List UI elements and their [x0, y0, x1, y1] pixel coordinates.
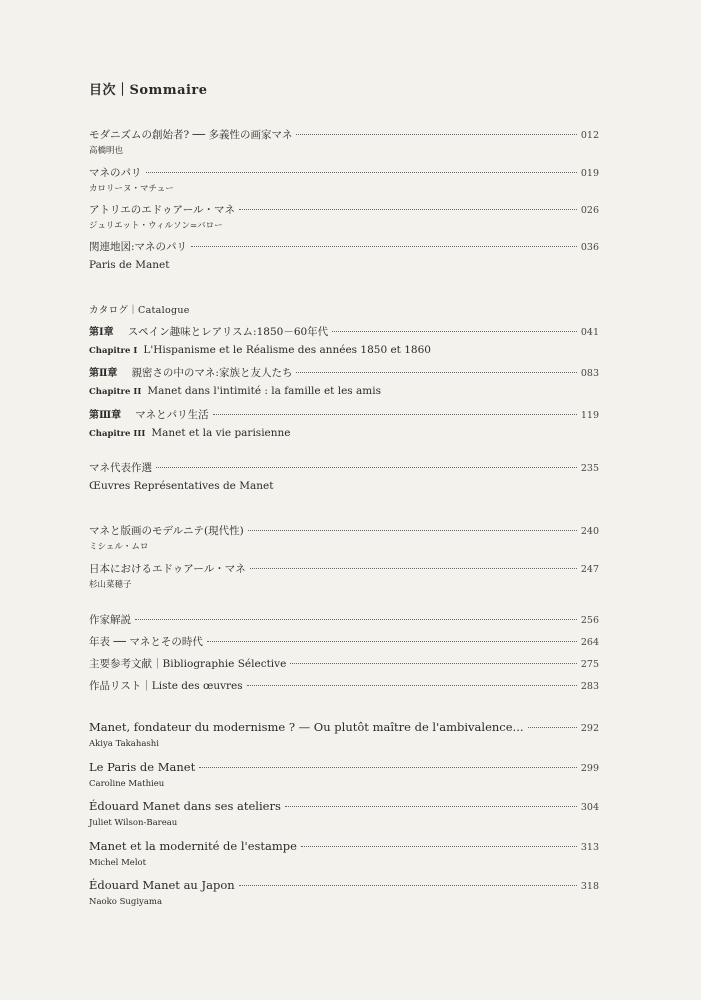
page-number: 304	[580, 802, 599, 813]
chapter-title: 親密さの中のマネ:家族と友人たち	[131, 367, 293, 379]
toc-entry	[89, 203, 599, 232]
chapter-title: スペイン趣味とレアリスム:1850－60年代	[127, 326, 329, 338]
entry-title: Manet, fondateur du modernisme ? — Ou plutôt maître de l'ambivalence...	[89, 720, 524, 734]
toc-entry	[89, 878, 599, 908]
page-number: 041	[580, 327, 599, 338]
entry-title: Le Paris de Manet	[89, 760, 196, 774]
entry-title: 作家解説	[89, 614, 131, 626]
dot-leader	[239, 885, 577, 886]
toc-entry	[89, 679, 599, 694]
dot-leader	[239, 209, 577, 210]
chapter-number: 第Ⅰ章	[89, 327, 114, 338]
dot-leader	[296, 134, 576, 135]
entry-subtitle: Œuvres Représentatives de Manet	[89, 480, 274, 492]
dot-leader	[207, 641, 577, 642]
page-number: 275	[580, 659, 599, 670]
toc-entry	[89, 128, 599, 157]
dot-leader	[290, 663, 577, 664]
chapter-title-fr: L'Hispanisme et le Réalisme des années 1850 et 1860	[143, 344, 431, 356]
chapter-label-fr: Chapitre III	[89, 429, 146, 439]
entry-title: 主要参考文献｜Bibliographie Sélective	[89, 658, 287, 670]
chapter-title-fr: Manet dans l'intimité : la famille et les amis	[147, 385, 381, 397]
entry-author: 高橋明也	[89, 146, 124, 156]
entry-author: Juliet Wilson-Bareau	[89, 818, 178, 828]
entry-title: マネのパリ	[89, 167, 142, 179]
page-number: 264	[580, 637, 599, 648]
page-number: 036	[580, 242, 599, 253]
entry-author: ミシェル・ムロ	[89, 542, 149, 552]
entry-title: モダニズムの創始者? ── 多義性の画家マネ	[89, 129, 293, 141]
page-number: 019	[580, 168, 599, 179]
toc-entry	[89, 635, 599, 650]
entry-title: 作品リスト｜Liste des œuvres	[89, 680, 243, 692]
chapter-title-fr: Manet et la vie parisienne	[151, 427, 291, 439]
chapter-number: 第Ⅲ章	[89, 410, 122, 421]
entry-title: Édouard Manet dans ses ateliers	[89, 799, 281, 813]
entry-title: 日本におけるエドゥアール・マネ	[89, 563, 246, 575]
page-number: 119	[580, 410, 599, 421]
page-number: 292	[580, 723, 599, 734]
chapter-entry	[89, 325, 599, 358]
chapter-entry	[89, 366, 599, 399]
dot-leader	[250, 568, 577, 569]
toc-entry	[89, 657, 599, 672]
entry-subtitle: Paris de Manet	[89, 259, 170, 271]
entry-author: カロリーヌ・マチュー	[89, 184, 174, 194]
dot-leader	[248, 530, 577, 531]
entry-title: アトリエのエドゥアール・マネ	[89, 204, 236, 216]
chapter-title: マネとパリ生活	[135, 409, 209, 421]
dot-leader	[528, 727, 577, 728]
page-title: 目次｜Sommaire	[89, 83, 208, 98]
toc-entry	[89, 524, 599, 553]
chapter-label-fr: Chapitre II	[89, 387, 142, 397]
catalogue-label: カタログ｜Catalogue	[89, 305, 190, 316]
toc-entry	[89, 461, 599, 493]
dot-leader	[285, 806, 577, 807]
toc-entry	[89, 240, 599, 272]
page-number: 012	[580, 130, 599, 141]
page-number: 299	[580, 763, 599, 774]
dot-leader	[199, 767, 577, 768]
dot-leader	[146, 172, 577, 173]
dot-leader	[191, 246, 577, 247]
entry-author: 杉山菜穂子	[89, 580, 132, 590]
entry-author: ジュリエット・ウィルソン=バロー	[89, 221, 223, 231]
entry-title: 関連地図:マネのパリ	[89, 241, 188, 253]
entry-title: Édouard Manet au Japon	[89, 878, 235, 892]
toc-entry	[89, 720, 599, 750]
chapter-number: 第Ⅱ章	[89, 368, 118, 379]
dot-leader	[135, 619, 577, 620]
entry-title: 年表 ── マネとその時代	[89, 636, 203, 648]
dot-leader	[156, 467, 577, 468]
toc-entry	[89, 799, 599, 829]
entry-author: Naoko Sugiyama	[89, 897, 163, 907]
chapter-label-fr: Chapitre I	[89, 346, 138, 356]
entry-author: Caroline Mathieu	[89, 779, 165, 789]
page-number: 240	[580, 526, 599, 537]
page-number: 026	[580, 205, 599, 216]
dot-leader	[296, 372, 576, 373]
toc-entry	[89, 166, 599, 195]
dot-leader	[301, 846, 577, 847]
entry-author: Akiya Takahashi	[89, 739, 159, 749]
toc-entry	[89, 562, 599, 591]
page-number: 318	[580, 881, 599, 892]
dot-leader	[332, 331, 577, 332]
page-number: 247	[580, 564, 599, 575]
chapter-entry	[89, 408, 599, 441]
entry-title: Manet et la modernité de l'estampe	[89, 839, 297, 853]
entry-author: Michel Melot	[89, 858, 147, 868]
page-number: 313	[580, 842, 599, 853]
page-number: 083	[580, 368, 599, 379]
toc-entry	[89, 613, 599, 628]
page-number: 283	[580, 681, 599, 692]
page-number: 256	[580, 615, 599, 626]
dot-leader	[213, 414, 577, 415]
dot-leader	[247, 685, 577, 686]
entry-title: マネ代表作選	[89, 462, 152, 474]
entry-title: マネと版画のモデルニテ(現代性)	[89, 525, 244, 537]
page-number: 235	[580, 463, 599, 474]
toc-entry	[89, 839, 599, 869]
toc-entry	[89, 760, 599, 790]
